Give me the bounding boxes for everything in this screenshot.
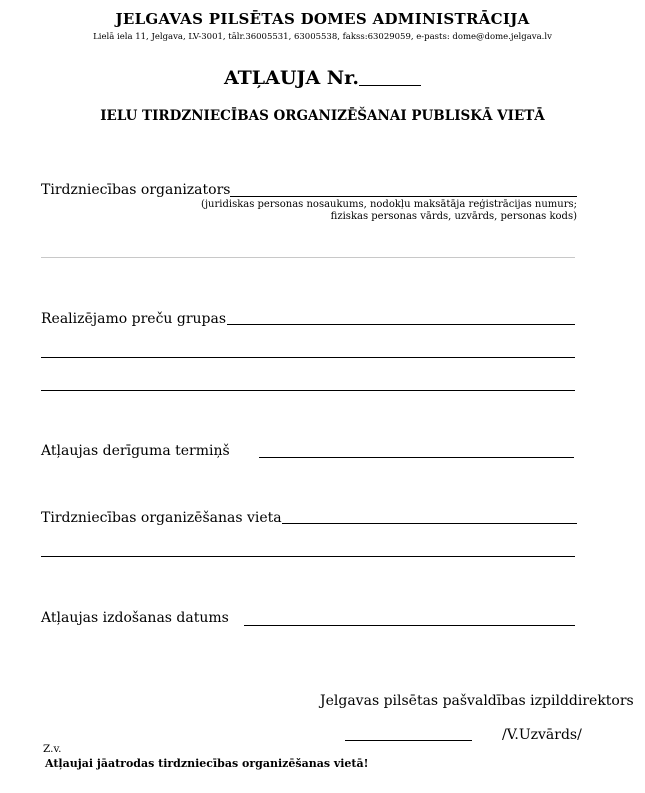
issue-date-label: Atļaujas izdošanas datums xyxy=(41,610,229,626)
location-extra-line xyxy=(41,556,575,557)
validity-field-line xyxy=(259,457,574,458)
organizer-field-line xyxy=(230,196,577,197)
footer-note: Atļaujai jāatrodas tirdzniecības organizēšanas vietā! xyxy=(45,757,369,770)
goods-extra-line-2 xyxy=(41,390,575,391)
issue-date-field-line xyxy=(244,625,575,626)
location-field-line xyxy=(282,523,577,524)
location-label: Tirdzniecības organizēšanas vieta xyxy=(41,510,282,526)
goods-label: Realizējamo preču grupas xyxy=(41,311,227,327)
organization-address: Lielā iela 11, Jelgava, LV-3001, tālr.36005531, 63005538, fakss:63029059, e-pasts: dome@dome.jelgava.lv xyxy=(93,32,552,42)
goods-extra-line-1 xyxy=(41,357,575,358)
organizer-label: Tirdzniecības organizators xyxy=(41,182,231,198)
organizer-hint-line-2: fiziskas personas vārds, uzvārds, personas kods) xyxy=(330,211,577,222)
permit-number-blank xyxy=(359,66,421,86)
goods-field-line xyxy=(227,324,575,325)
permit-title xyxy=(0,66,645,89)
validity-label: Atļaujas derīguma termiņš xyxy=(41,443,230,459)
stamp-placeholder: Z.v. xyxy=(43,743,62,755)
organizer-hint-line-1: (juridiskas personas nosaukums, nodokļu maksātāja reģistrācijas numurs; xyxy=(201,199,577,210)
signatory-position: Jelgavas pilsētas pašvaldības izpilddirektors xyxy=(320,693,634,709)
organization-name: JELGAVAS PILSĒTAS DOMES ADMINISTRĀCIJA xyxy=(115,10,530,28)
permit-title-text: ATĻAUJA Nr. xyxy=(223,67,360,89)
signature-line xyxy=(345,740,472,741)
organizer-extra-line xyxy=(41,257,575,258)
signatory-name: /V.Uzvārds/ xyxy=(502,727,582,743)
permit-subtitle: IELU TIRDZNIECĪBAS ORGANIZĒŠANAI PUBLISKĀ VIETĀ xyxy=(100,108,545,124)
